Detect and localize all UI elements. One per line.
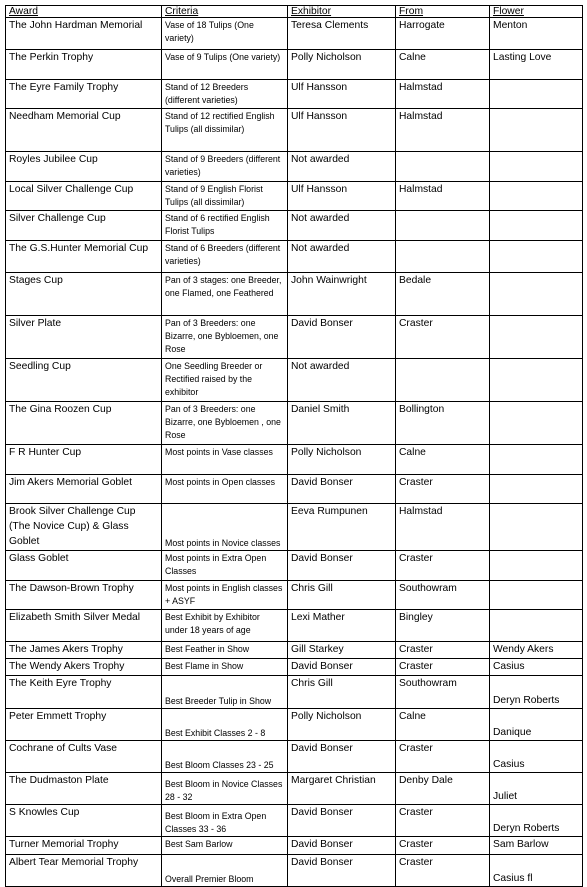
exhibitor-cell: John Wainwright: [288, 273, 396, 316]
exhibitor-cell: David Bonser: [288, 855, 396, 887]
award-cell: Jim Akers Memorial Goblet: [6, 475, 162, 504]
exhibitor-cell: Ulf Hansson: [288, 80, 396, 109]
flower-cell: Deryn Roberts: [490, 676, 583, 709]
flower-cell: [490, 211, 583, 241]
exhibitor-cell: Margaret Christian: [288, 773, 396, 805]
table-row: [6, 581, 583, 610]
exhibitor-cell: David Bonser: [288, 551, 396, 581]
flower-cell: Menton: [490, 18, 583, 50]
table-row: [6, 211, 583, 241]
table-row: [6, 445, 583, 475]
from-cell: Calne: [396, 709, 490, 741]
exhibitor-cell: Ulf Hansson: [288, 182, 396, 211]
exhibitor-cell: David Bonser: [288, 805, 396, 837]
flower-cell: Danique: [490, 709, 583, 741]
table-row: [6, 152, 583, 182]
from-cell: Bollington: [396, 402, 490, 445]
table-row: [6, 109, 583, 152]
from-cell: Halmstad: [396, 182, 490, 211]
from-cell: Craster: [396, 741, 490, 773]
award-cell: The Eyre Family Trophy: [6, 80, 162, 109]
award-cell: The James Akers Trophy: [6, 642, 162, 659]
table-row: [6, 610, 583, 642]
award-cell: Cochrane of Cults Vase: [6, 741, 162, 773]
from-cell: Craster: [396, 805, 490, 837]
flower-cell: [490, 241, 583, 273]
flower-cell: Casius: [490, 741, 583, 773]
exhibitor-cell: Not awarded: [288, 359, 396, 402]
criteria-cell: Most points in English classes + ASYF: [162, 581, 288, 610]
from-cell: Craster: [396, 659, 490, 676]
award-cell: Silver Plate: [6, 316, 162, 359]
award-cell: The Perkin Trophy: [6, 50, 162, 80]
criteria-cell: Most points in Novice classes: [162, 504, 288, 551]
flower-cell: [490, 152, 583, 182]
criteria-cell: Most points in Extra Open Classes: [162, 551, 288, 581]
from-cell: [396, 152, 490, 182]
exhibitor-cell: Not awarded: [288, 211, 396, 241]
award-cell: Glass Goblet: [6, 551, 162, 581]
table-row: [6, 709, 583, 741]
table-row: [6, 659, 583, 676]
table-row: [6, 18, 583, 50]
criteria-cell: Stand of 6 rectified English Florist Tulips: [162, 211, 288, 241]
from-cell: Craster: [396, 837, 490, 855]
flower-cell: Sam Barlow: [490, 837, 583, 855]
flower-cell: [490, 445, 583, 475]
criteria-cell: Stand of 12 Breeders (different varieties): [162, 80, 288, 109]
exhibitor-cell: Lexi Mather: [288, 610, 396, 642]
header-flower: Flower: [490, 6, 583, 18]
criteria-cell: Overall Premier Bloom: [162, 855, 288, 887]
exhibitor-cell: Gill Starkey: [288, 642, 396, 659]
flower-cell: [490, 402, 583, 445]
criteria-cell: Most points in Vase classes: [162, 445, 288, 475]
header-award: Award: [6, 6, 162, 18]
award-cell: Seedling Cup: [6, 359, 162, 402]
criteria-cell: Pan of 3 Breeders: one Bizarre, one Bybloemen , one Rose: [162, 402, 288, 445]
from-cell: Calne: [396, 445, 490, 475]
table-row: [6, 642, 583, 659]
table-row: [6, 475, 583, 504]
from-cell: Bedale: [396, 273, 490, 316]
from-cell: Southowram: [396, 581, 490, 610]
flower-cell: Juliet: [490, 773, 583, 805]
award-cell: The Keith Eyre Trophy: [6, 676, 162, 709]
from-cell: Bingley: [396, 610, 490, 642]
award-cell: The Dudmaston Plate: [6, 773, 162, 805]
from-cell: Halmstad: [396, 504, 490, 551]
flower-cell: [490, 610, 583, 642]
exhibitor-cell: Chris Gill: [288, 581, 396, 610]
table-row: [6, 402, 583, 445]
award-cell: S Knowles Cup: [6, 805, 162, 837]
flower-cell: [490, 273, 583, 316]
award-cell: Peter Emmett Trophy: [6, 709, 162, 741]
criteria-cell: Best Bloom in Extra Open Classes 33 - 36: [162, 805, 288, 837]
exhibitor-cell: Not awarded: [288, 241, 396, 273]
exhibitor-cell: Polly Nicholson: [288, 445, 396, 475]
criteria-cell: Stand of 12 rectified English Tulips (all dissimilar): [162, 109, 288, 152]
award-cell: The Wendy Akers Trophy: [6, 659, 162, 676]
from-cell: Craster: [396, 551, 490, 581]
table-row: [6, 359, 583, 402]
award-cell: Local Silver Challenge Cup: [6, 182, 162, 211]
criteria-cell: Pan of 3 Breeders: one Bizarre, one Byblоemen, one Rose: [162, 316, 288, 359]
table-row: [6, 855, 583, 887]
flower-cell: [490, 581, 583, 610]
exhibitor-cell: David Bonser: [288, 741, 396, 773]
flower-cell: Casius fl: [490, 855, 583, 887]
criteria-cell: Best Bloom Classes 23 - 25: [162, 741, 288, 773]
award-cell: Brook Silver Challenge Cup (The Novice Cup) & Glass Goblet: [6, 504, 162, 551]
table-row: [6, 316, 583, 359]
criteria-cell: Pan of 3 stages: one Breeder, one Flamed, one Feathered: [162, 273, 288, 316]
exhibitor-cell: Chris Gill: [288, 676, 396, 709]
award-cell: The G.S.Hunter Memorial Cup: [6, 241, 162, 273]
from-cell: [396, 359, 490, 402]
flower-cell: [490, 109, 583, 152]
award-cell: Needham Memorial Cup: [6, 109, 162, 152]
criteria-cell: Vase of 18 Tulips (One variety): [162, 18, 288, 50]
from-cell: Denby Dale: [396, 773, 490, 805]
flower-cell: [490, 182, 583, 211]
table-row: [6, 182, 583, 211]
criteria-cell: Best Flame in Show: [162, 659, 288, 676]
from-cell: Craster: [396, 475, 490, 504]
award-cell: Albert Tear Memorial Trophy: [6, 855, 162, 887]
award-cell: The Gina Roozen Cup: [6, 402, 162, 445]
from-cell: Craster: [396, 642, 490, 659]
table-row: [6, 773, 583, 805]
criteria-cell: Stand of 9 Breeders (different varieties): [162, 152, 288, 182]
award-cell: The John Hardman Memorial: [6, 18, 162, 50]
table-row: [6, 241, 583, 273]
flower-cell: [490, 475, 583, 504]
award-cell: Turner Memorial Trophy: [6, 837, 162, 855]
award-cell: Stages Cup: [6, 273, 162, 316]
header-exhibitor: Exhibitor: [288, 6, 396, 18]
exhibitor-cell: Eeva Rumpunen: [288, 504, 396, 551]
award-cell: Elizabeth Smith Silver Medal: [6, 610, 162, 642]
criteria-cell: Best Sam Barlow: [162, 837, 288, 855]
flower-cell: [490, 80, 583, 109]
from-cell: Harrogate: [396, 18, 490, 50]
exhibitor-cell: Daniel Smith: [288, 402, 396, 445]
award-cell: Silver Challenge Cup: [6, 211, 162, 241]
header-row: [6, 6, 583, 18]
from-cell: [396, 241, 490, 273]
from-cell: Calne: [396, 50, 490, 80]
flower-cell: Lasting Love: [490, 50, 583, 80]
exhibitor-cell: David Bonser: [288, 837, 396, 855]
exhibitor-cell: Polly Nicholson: [288, 709, 396, 741]
table-row: [6, 50, 583, 80]
award-cell: The Dawson-Brown Trophy: [6, 581, 162, 610]
criteria-cell: Best Breeder Tulip in Show: [162, 676, 288, 709]
criteria-cell: Best Bloom in Novice Classes 28 - 32: [162, 773, 288, 805]
exhibitor-cell: David Bonser: [288, 316, 396, 359]
table-row: [6, 80, 583, 109]
table-row: [6, 676, 583, 709]
table-row: [6, 273, 583, 316]
flower-cell: Casius: [490, 659, 583, 676]
from-cell: [396, 211, 490, 241]
awards-table: [5, 5, 583, 887]
criteria-cell: Vase of 9 Tulips (One variety): [162, 50, 288, 80]
flower-cell: Wendy Akers: [490, 642, 583, 659]
criteria-cell: Best Exhibit Classes 2 - 8: [162, 709, 288, 741]
table-row: [6, 551, 583, 581]
from-cell: Halmstad: [396, 80, 490, 109]
from-cell: Craster: [396, 855, 490, 887]
from-cell: Southowram: [396, 676, 490, 709]
criteria-cell: Stand of 6 Breeders (different varieties): [162, 241, 288, 273]
criteria-cell: Best Feather in Show: [162, 642, 288, 659]
exhibitor-cell: Ulf Hansson: [288, 109, 396, 152]
award-cell: Royles Jubilee Cup: [6, 152, 162, 182]
flower-cell: [490, 316, 583, 359]
table-row: [6, 805, 583, 837]
from-cell: Craster: [396, 316, 490, 359]
table-row: [6, 741, 583, 773]
award-cell: F R Hunter Cup: [6, 445, 162, 475]
exhibitor-cell: Not awarded: [288, 152, 396, 182]
exhibitor-cell: David Bonser: [288, 659, 396, 676]
exhibitor-cell: Teresa Clements: [288, 18, 396, 50]
header-criteria: Criteria: [162, 6, 288, 18]
flower-cell: Deryn Roberts: [490, 805, 583, 837]
exhibitor-cell: Polly Nicholson: [288, 50, 396, 80]
from-cell: Halmstad: [396, 109, 490, 152]
flower-cell: [490, 551, 583, 581]
criteria-cell: One Seedling Breeder or Rectified raised by the exhibitor: [162, 359, 288, 402]
flower-cell: [490, 359, 583, 402]
flower-cell: [490, 504, 583, 551]
criteria-cell: Stand of 9 English Florist Tulips (all dissimilar): [162, 182, 288, 211]
criteria-cell: Best Exhibit by Exhibitor under 18 years of age: [162, 610, 288, 642]
header-from: From: [396, 6, 490, 18]
exhibitor-cell: David Bonser: [288, 475, 396, 504]
criteria-cell: Most points in Open classes: [162, 475, 288, 504]
table-row: [6, 504, 583, 551]
